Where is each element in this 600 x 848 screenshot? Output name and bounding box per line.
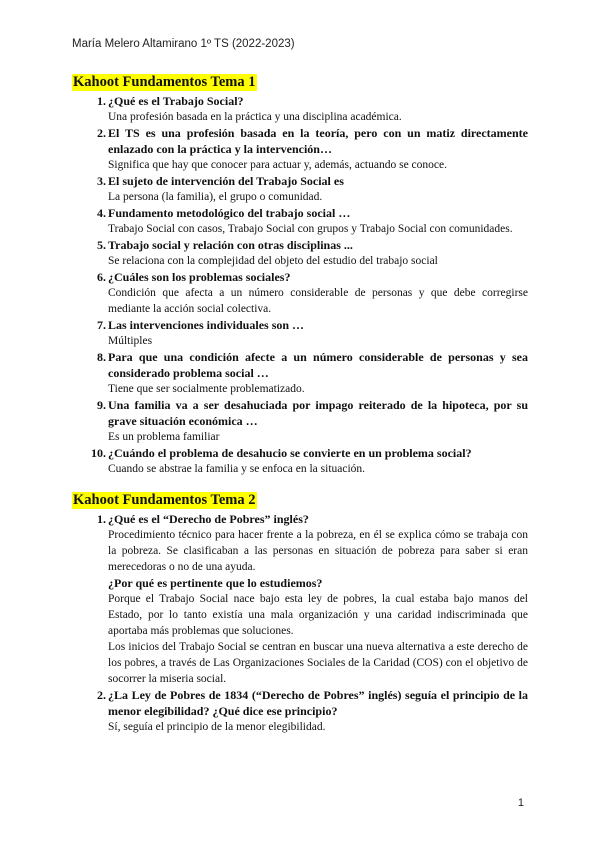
answer-text: Tiene que ser socialmente problematizado. [108, 383, 305, 395]
sub-question-text: ¿Por qué es pertinente que lo estudiemos? [108, 576, 323, 590]
item-number: 3. [97, 174, 106, 188]
answer-text: Condición que afecta a un número considerable de personas y que debe corregirse mediante la acción social colectiva. [108, 287, 528, 315]
list-item [72, 511, 528, 687]
question-list-tema-1 [72, 93, 528, 477]
answer-text: Se relaciona con la complejidad del objeto del estudio del trabajo social [108, 255, 438, 267]
answer-text: Es un problema familiar [108, 431, 220, 443]
question-text: Las intervenciones individuales son … [108, 318, 305, 332]
item-number: 2. [97, 126, 106, 140]
answer-text: Significa que hay que conocer para actuar y, además, actuando se conoce. [108, 159, 447, 171]
answer-text: La persona (la familia), el grupo o comunidad. [108, 191, 323, 203]
section-title-tema-2: Kahoot Fundamentos Tema 2 [73, 492, 256, 508]
document-body [72, 73, 528, 749]
answer-text: Una profesión basada en la práctica y una disciplina académica. [108, 111, 402, 123]
list-item [72, 317, 528, 349]
item-number: 8. [97, 350, 106, 364]
question-text: ¿La Ley de Pobres de 1834 (“Derecho de Pobres” inglés) seguía el principio de la menor elegibilidad? ¿Qué dice ese principio? [108, 688, 528, 718]
question-text: El TS es una profesión basada en la teoría, pero con un matiz directamente enlazado con la práctica y la intervención… [108, 126, 528, 156]
list-item [72, 173, 528, 205]
question-text: ¿Cuándo el problema de desahucio se convierte en un problema social? [108, 446, 472, 460]
list-item [72, 205, 528, 237]
page-header: María Melero Altamirano 1º TS (2022-2023) [72, 38, 295, 50]
answer-text: Múltiples [108, 335, 153, 347]
section-tema-1 [72, 73, 528, 477]
answer-text: Cuando se abstrae la familia y se enfoca en la situación. [108, 463, 366, 475]
question-text: ¿Qué es el Trabajo Social? [108, 94, 244, 108]
question-text: El sujeto de intervención del Trabajo Social es [108, 174, 344, 188]
item-number: 6. [97, 270, 106, 284]
question-text: Fundamento metodológico del trabajo social … [108, 206, 351, 220]
question-text: ¿Qué es el “Derecho de Pobres” inglés? [108, 512, 309, 526]
item-number: 2. [97, 688, 106, 702]
question-text: Trabajo social y relación con otras disciplinas ... [108, 238, 353, 252]
item-number: 10. [91, 446, 106, 460]
item-number: 9. [97, 398, 106, 412]
item-number: 5. [97, 238, 106, 252]
question-text: Para que una condición afecte a un número considerable de personas y sea considerado problema social … [108, 350, 528, 380]
item-number: 4. [97, 206, 106, 220]
list-item [72, 397, 528, 445]
list-item [72, 93, 528, 125]
item-number: 7. [97, 318, 106, 332]
item-number: 1. [97, 512, 106, 526]
list-item [72, 269, 528, 317]
section-tema-2 [72, 491, 528, 735]
page-number: 1 [517, 797, 524, 809]
list-item [72, 237, 528, 269]
list-item [72, 687, 528, 735]
question-text: ¿Cuáles son los problemas sociales? [108, 270, 291, 284]
section-title-tema-1: Kahoot Fundamentos Tema 1 [73, 74, 256, 90]
answer-text: Sí, seguía el principio de la menor elegibilidad. [108, 721, 326, 733]
question-list-tema-2 [72, 511, 528, 735]
answer-text: Porque el Trabajo Social nace bajo esta ley de pobres, la cual estaba bajo manos del Estado, por lo tanto existía una mala organización y una caridad indiscriminada que aportaba más problemas que soluciones. [108, 593, 528, 637]
list-item [72, 445, 528, 477]
list-item [72, 125, 528, 173]
answer-text: Procedimiento técnico para hacer frente a la pobreza, en él se explica cómo se trabaja con la pobreza. Se clasificaban a las personas en situación de pobreza para saber si eran merecedoras o no de una ayuda. [108, 529, 528, 573]
answer-text: Trabajo Social con casos, Trabajo Social con grupos y Trabajo Social con comunidades. [108, 223, 513, 235]
question-text: Una familia va a ser desahuciada por impago reiterado de la hipoteca, por su grave situación económica … [108, 398, 528, 428]
item-number: 1. [97, 94, 106, 108]
list-item [72, 349, 528, 397]
answer-text: Los inicios del Trabajo Social se centran en buscar una nueva alternativa a este derecho de los pobres, a través de Las Organizaciones Sociales de la Caridad (COS) con el objetivo de socorrer la miseria social. [108, 641, 528, 685]
